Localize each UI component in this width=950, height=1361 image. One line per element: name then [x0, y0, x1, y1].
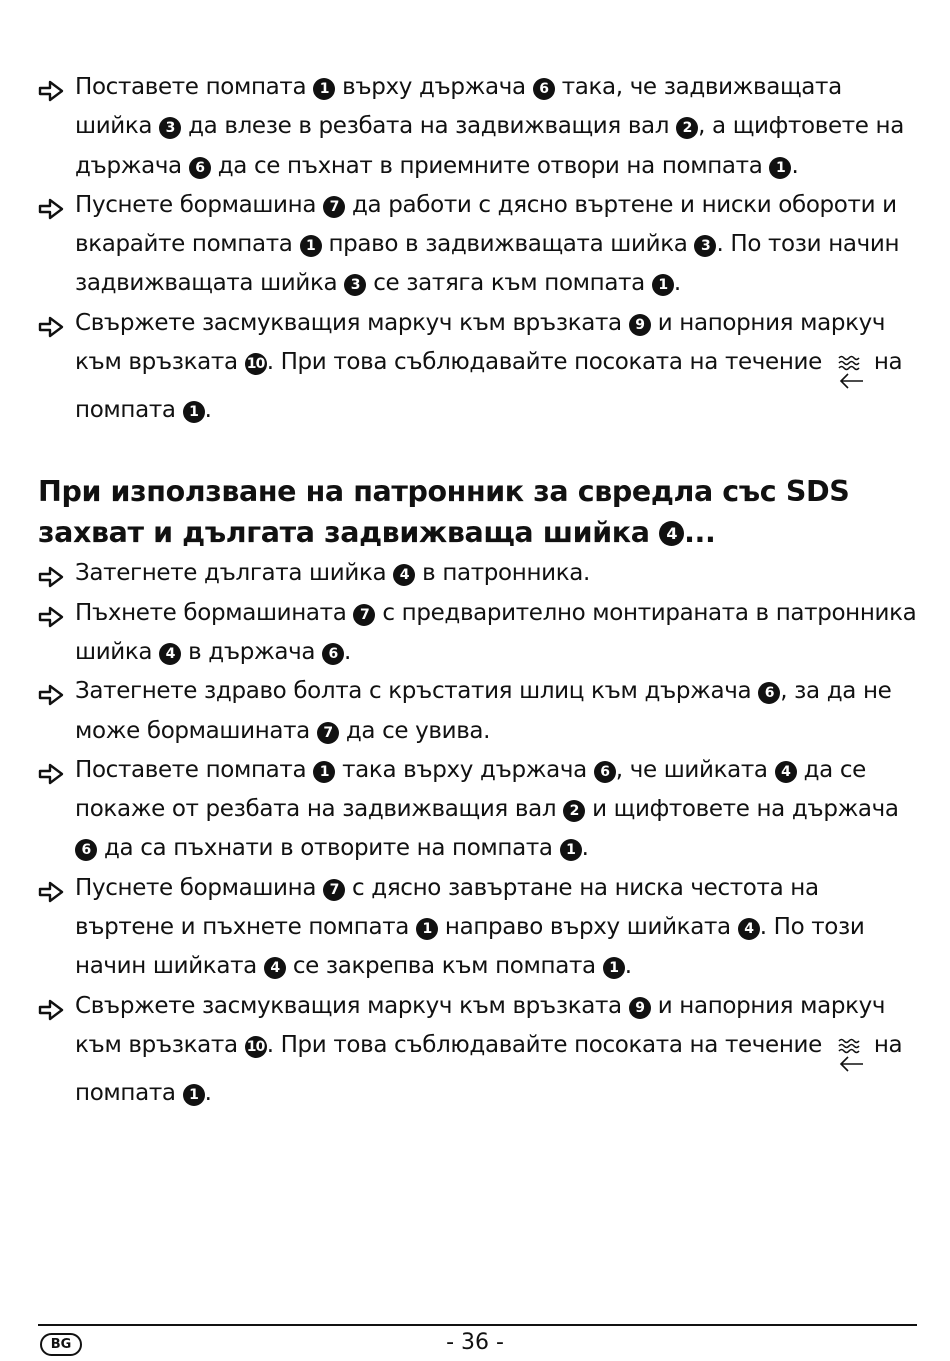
part-number-badge: 3 [159, 117, 181, 139]
step-text: Свържете засмукващия маркуч към връзката [75, 309, 629, 336]
step-text: . [673, 270, 681, 297]
step-text: направо върху шийката [437, 914, 738, 941]
arrow-right-icon [38, 562, 66, 584]
arrow-right-icon [38, 995, 66, 1017]
step-text: , че шийката [615, 756, 775, 783]
step-text: . При това съблюдавайте посоката на течение [266, 1031, 829, 1058]
language-badge: BG [40, 1333, 82, 1356]
part-number-badge: 10 [245, 353, 267, 375]
step-text: в държача [181, 638, 323, 665]
arrow-right-icon [38, 312, 66, 334]
part-number-badge: 6 [594, 761, 616, 783]
step-text: и щифтовете на държача [585, 796, 899, 823]
step-text: ... [684, 515, 716, 549]
part-number-badge: 3 [694, 235, 716, 257]
part-number-badge: 1 [313, 78, 335, 100]
part-number-badge: 4 [659, 521, 684, 546]
step-text: да се покаже от резбата на задвижващия вал [75, 756, 866, 823]
part-number-badge: 1 [300, 235, 322, 257]
arrow-right-icon [38, 680, 66, 702]
instruction-step [38, 869, 918, 987]
part-number-badge: 7 [317, 722, 339, 744]
step-text: се затяга към помпата [366, 270, 652, 297]
step-text: . По този начин шийката [75, 914, 865, 980]
step-text: право в задвижващата шийка [321, 231, 695, 258]
step-text: Затегнете дългата шийка [75, 560, 394, 587]
step-text: и напорния маркуч към връзката [75, 309, 886, 376]
part-number-badge: 10 [245, 1036, 267, 1058]
part-number-badge: 1 [416, 918, 438, 940]
part-number-badge: 2 [676, 117, 698, 139]
flow-direction-icon [833, 1036, 867, 1074]
part-number-badge: 6 [189, 157, 211, 179]
step-text: Пуснете бормашина [75, 874, 324, 901]
arrow-right-icon [38, 759, 66, 781]
part-number-badge: 6 [75, 839, 97, 861]
step-text: да се пъхнат в приемните отвори на помпата [210, 152, 770, 179]
step-text: на помпата [75, 1031, 903, 1106]
step-text: така, че задвижващата шийка [75, 74, 842, 140]
step-text: . [791, 152, 799, 179]
part-number-badge: 1 [769, 157, 791, 179]
step-text: и напорния маркуч към връзката [75, 992, 886, 1058]
step-text: . [204, 397, 212, 424]
step-text: . По този начин задвижващата шийка [75, 231, 900, 297]
instruction-step [38, 672, 918, 751]
part-number-badge: 4 [393, 564, 415, 586]
step-text: , за да не може бормашината [75, 678, 892, 744]
arrow-right-icon [38, 194, 66, 216]
step-text: . При това съблюдавайте посоката на течение [266, 349, 829, 376]
part-number-badge: 6 [322, 643, 344, 665]
step-text: на помпата [75, 349, 903, 424]
part-number-badge: 4 [264, 957, 286, 979]
step-text: Поставете помпата [75, 74, 314, 100]
instruction-content [38, 68, 918, 1113]
step-text: с дясно завъртане на ниска честота на въртене и пъхнете помпата [75, 874, 819, 941]
flow-direction-icon [833, 353, 867, 391]
step-text: , а щифтовете на държача [75, 113, 904, 179]
instruction-step [38, 68, 918, 186]
instruction-step [38, 304, 918, 431]
part-number-badge: 9 [629, 997, 651, 1019]
page-number: - 36 - [446, 1330, 504, 1355]
instruction-step [38, 554, 918, 593]
step-text: върху държача [335, 74, 533, 100]
part-number-badge: 6 [533, 78, 555, 100]
part-number-badge: 1 [560, 839, 582, 861]
step-text: . [344, 638, 351, 665]
step-text: Пуснете бормашина [75, 191, 324, 218]
arrow-right-icon [38, 877, 66, 899]
part-number-badge: 4 [775, 761, 797, 783]
step-text: Пъхнете бормашината [75, 599, 354, 626]
part-number-badge: 1 [183, 401, 205, 423]
step-text: Затегнете здраво болта с кръстатия шлиц към държача [75, 678, 759, 705]
section-heading [38, 472, 918, 553]
part-number-badge: 9 [629, 314, 651, 336]
instruction-step [38, 987, 918, 1114]
instruction-step [38, 751, 918, 869]
step-text: да са пъхнати в отворите на помпата [97, 835, 560, 862]
part-number-badge: 1 [313, 761, 335, 783]
step-text: . [581, 835, 589, 862]
arrow-right-icon [38, 76, 66, 98]
step-text: да работи с дясно въртене и ниски обороти и вкарайте помпата [75, 191, 897, 258]
step-text: . [624, 953, 632, 980]
part-number-badge: 2 [563, 800, 585, 822]
part-number-badge: 4 [159, 643, 181, 665]
footer-divider [38, 1324, 917, 1326]
arrow-right-icon [38, 602, 66, 624]
part-number-badge: 4 [738, 918, 760, 940]
step-text: да се увива. [338, 717, 491, 744]
part-number-badge: 7 [323, 196, 345, 218]
part-number-badge: 7 [353, 604, 375, 626]
part-number-badge: 1 [603, 957, 625, 979]
instruction-step [38, 186, 918, 304]
step-text: Свържете засмукващия маркуч към връзката [75, 992, 629, 1019]
step-text: се закрепва към помпата [285, 953, 603, 980]
instruction-step [38, 594, 918, 673]
part-number-badge: 1 [183, 1084, 205, 1106]
step-text: Поставете помпата [75, 756, 314, 783]
part-number-badge: 1 [652, 274, 674, 296]
part-number-badge: 6 [758, 682, 780, 704]
step-text: При използване на патронник за свредла със SDS захват и дългата задвижваща шийка [38, 475, 850, 549]
part-number-badge: 7 [323, 879, 345, 901]
step-text: така върху държача [335, 756, 594, 783]
step-text: да влезе в резбата на задвижващия вал [181, 113, 677, 140]
step-text: с предварително монтираната в патронника шийка [75, 599, 917, 665]
step-text: в патронника. [415, 560, 591, 587]
part-number-badge: 3 [344, 274, 366, 296]
step-text: . [204, 1079, 212, 1106]
